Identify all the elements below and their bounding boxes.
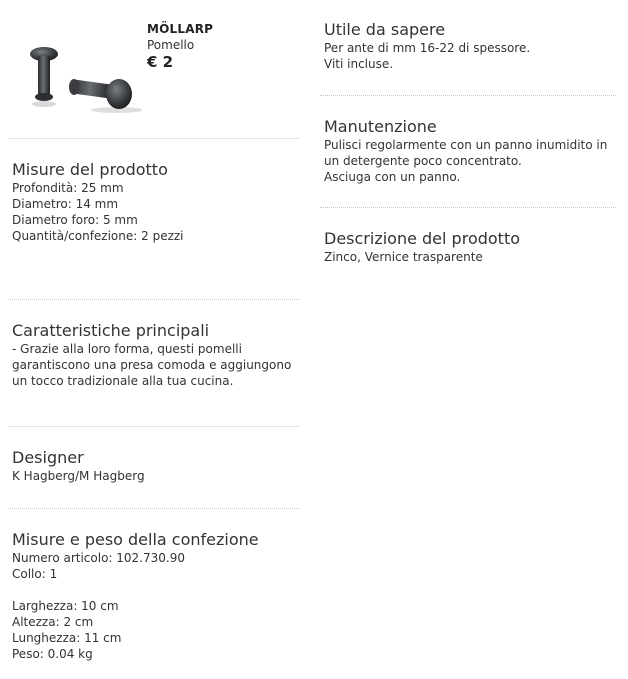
right-column <box>320 0 616 265</box>
care-instructions-1: Pulisci regolarmente con un panno inumidito in un detergente poco concentrato. <box>324 138 608 168</box>
knob-product-image[interactable] <box>22 30 142 118</box>
product-type: Pomello <box>147 38 195 52</box>
left-column <box>8 0 299 662</box>
main-features-section <box>8 300 299 426</box>
package-weight: Peso: 0.04 kg <box>12 647 93 661</box>
good-to-know-thickness: Per ante di mm 16-22 di spessore. <box>324 41 531 55</box>
package-count: Collo: 1 <box>12 567 58 581</box>
dimension-hole-diameter: Diametro foro: 5 mm <box>12 213 138 227</box>
dimension-quantity: Quantità/confezione: 2 pezzi <box>12 229 184 243</box>
product-name: MÖLLARP <box>147 22 214 36</box>
dimension-depth: Profondità: 25 mm <box>12 181 124 195</box>
product-dimensions-title: Misure del prodotto <box>12 160 168 179</box>
package-length: Lunghezza: 11 cm <box>12 631 122 645</box>
good-to-know-screws: Viti incluse. <box>324 57 394 71</box>
care-section <box>320 96 616 207</box>
designer-section <box>8 427 299 508</box>
product-description-section <box>320 208 616 265</box>
care-title: Manutenzione <box>324 117 437 136</box>
package-height: Altezza: 2 cm <box>12 615 94 629</box>
package-width: Larghezza: 10 cm <box>12 599 119 613</box>
good-to-know-section <box>320 0 616 95</box>
care-instructions-2: Asciuga con un panno. <box>324 170 461 184</box>
dimension-diameter: Diametro: 14 mm <box>12 197 119 211</box>
product-description-text: Zinco, Vernice trasparente <box>324 250 483 264</box>
package-title: Misure e peso della confezione <box>12 530 259 549</box>
product-description-title: Descrizione del prodotto <box>324 229 521 248</box>
main-features-text: - Grazie alla loro forma, questi pomelli garantiscono una presa comoda e aggiungono un tocco tradizionale alla tua cucina. <box>12 342 292 388</box>
product-dimensions-section <box>8 139 299 299</box>
main-features-title: Caratteristiche principali <box>12 321 210 340</box>
designer-title: Designer <box>12 448 84 467</box>
product-price: € 2 <box>147 53 174 71</box>
designer-name: K Hagberg/M Hagberg <box>12 469 145 483</box>
good-to-know-title: Utile da sapere <box>324 20 446 39</box>
package-article-number: Numero articolo: 102.730.90 <box>12 551 185 565</box>
package-section <box>8 509 299 662</box>
product-header <box>8 0 299 138</box>
